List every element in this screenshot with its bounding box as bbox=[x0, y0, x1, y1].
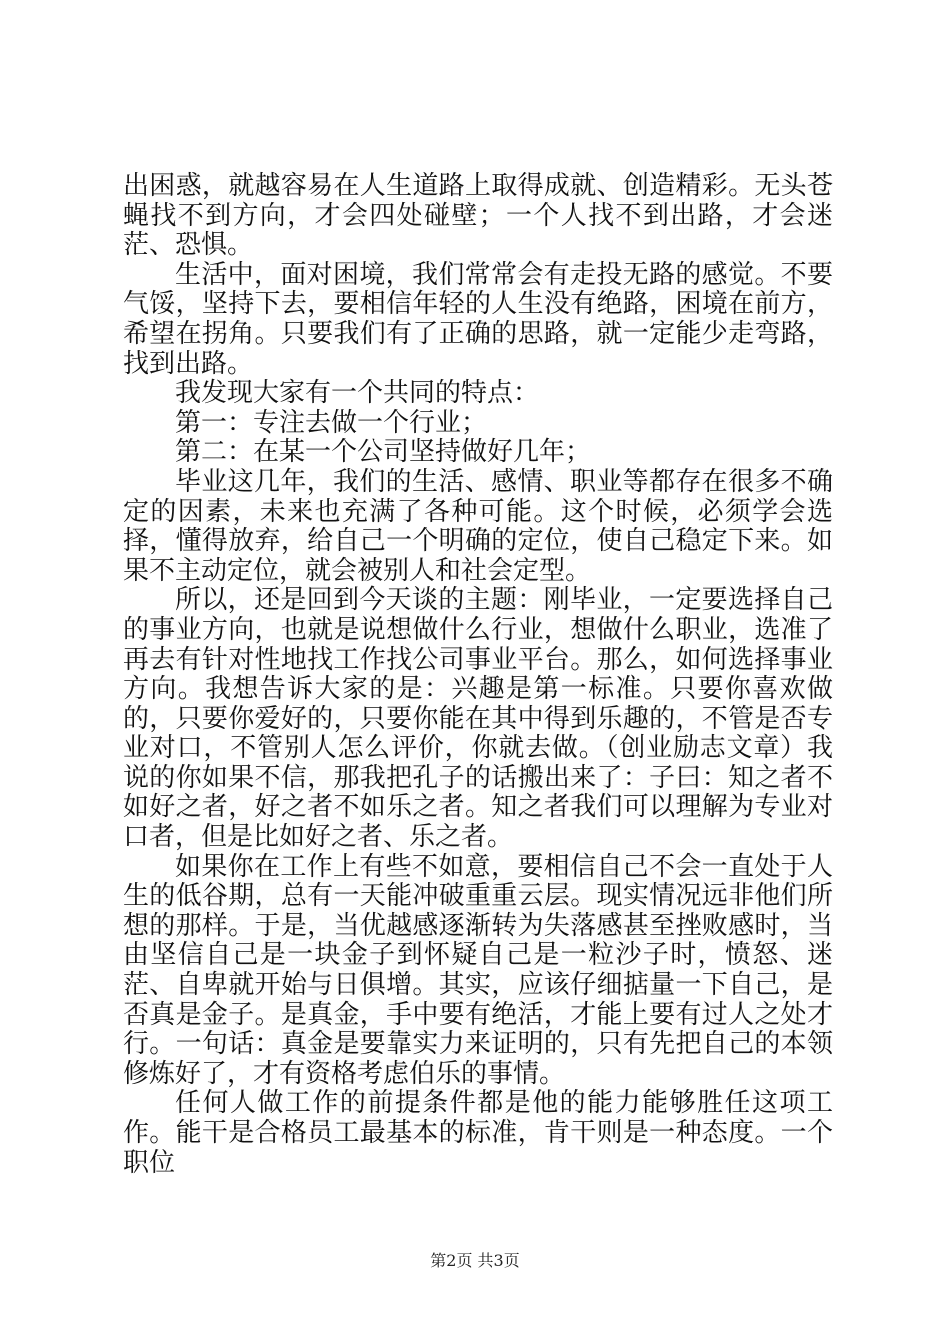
paragraph-4: 第一：专注去做一个行业； bbox=[175, 407, 488, 438]
paragraph-6: 毕业这几年，我们的生活、感情、职业等都存在很多不确定的因素，未来也充满了各种可能。这个时候，必须学会选择，懂得放弃，给自己一个明确的定位，使自己稳定下来。如果不主动定位，就会被别人和社会定型。 bbox=[123, 466, 833, 586]
document-body bbox=[123, 172, 833, 1178]
paragraph-3: 我发现大家有一个共同的特点： bbox=[175, 378, 540, 409]
paragraph-1: 出困惑，就越容易在人生道路上取得成就、创造精彩。无头苍蝇找不到方向，才会四处碰壁；一个人找不到出路，才会迷茫、恐惧。 bbox=[123, 171, 833, 261]
paragraph-5: 第二：在某一个公司坚持做好几年； bbox=[175, 437, 592, 468]
paragraph-2: 生活中，面对困境，我们常常会有走投无路的感觉。不要气馁，坚持下去，要相信年轻的人生没有绝路，困境在前方，希望在拐角。只要我们有了正确的思路，就一定能少走弯路，找到出路。 bbox=[123, 259, 833, 379]
paragraph-9: 任何人做工作的前提条件都是他的能力能够胜任这项工作。能干是合格员工最基本的标准，肯干则是一种态度。一个职位 bbox=[123, 1088, 833, 1178]
paragraph-8: 如果你在工作上有些不如意，要相信自己不会一直处于人生的低谷期，总有一天能冲破重重云层。现实情况远非他们所想的那样。于是，当优越感逐渐转为失落感甚至挫败感时，当由坚信自己是一块金子到怀疑自己是一粒沙子时，愤怒、迷茫、自卑就开始与日俱增。其实，应该仔细掂量一下自己，是否真是金子。是真金，手中要有绝活，才能上要有过人之处才行。一句话：真金是要靠实力来证明的，只有先把自己的本领修炼好了，才有资格考虑伯乐的事情。 bbox=[123, 851, 833, 1089]
page-number-footer: 第2页 共3页 bbox=[430, 1251, 520, 1270]
paragraph-7: 所以，还是回到今天谈的主题：刚毕业，一定要选择自己的事业方向，也就是说想做什么行业，想做什么职业，选准了再去有针对性地找工作找公司事业平台。那么，如何选择事业方向。我想告诉大家的是：兴趣是第一标准。只要你喜欢做的，只要你爱好的，只要你能在其中得到乐趣的，不管是否专业对口，不管别人怎么评价，你就去做。（创业励志文章）我说的你如果不信，那我把孔子的话搬出来了：子曰：知之者不如好之者，好之者不如乐之者。知之者我们可以理解为专业对口者，但是比如好之者、乐之者。 bbox=[123, 585, 833, 853]
